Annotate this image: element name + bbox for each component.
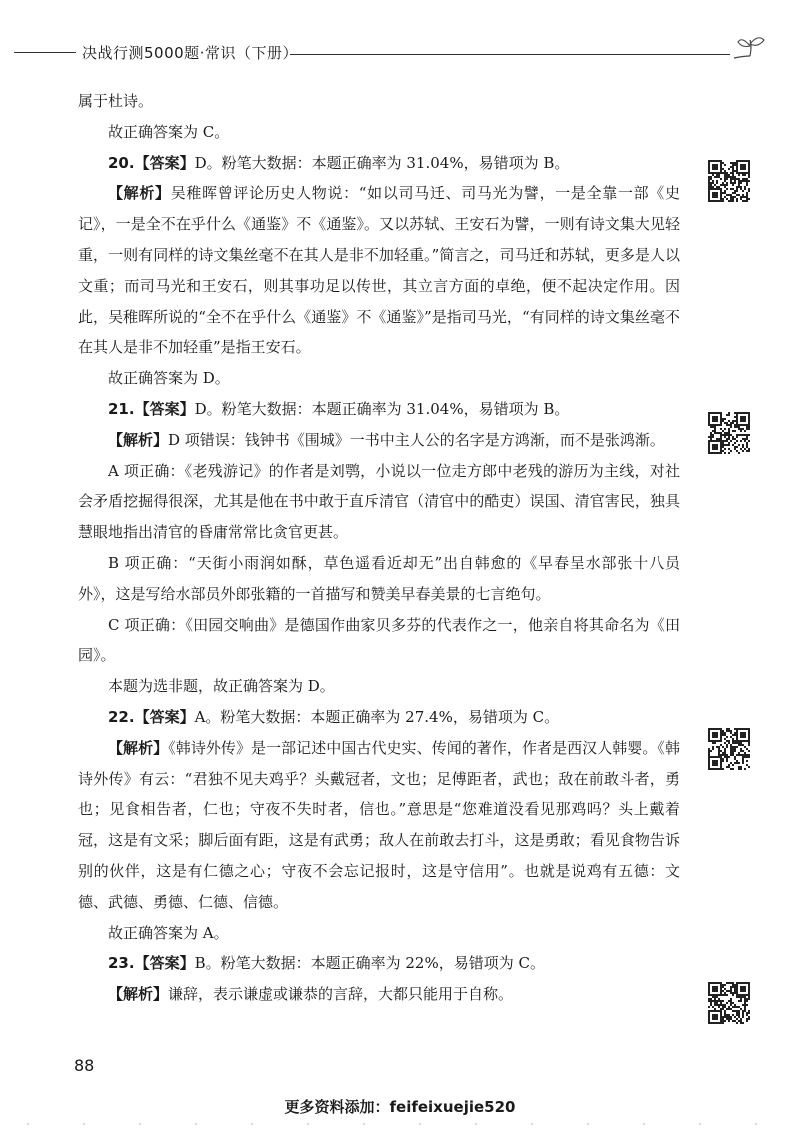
sprout-icon: [730, 34, 770, 64]
footer-contact-note: 更多资料添加：feifeixuejie520: [284, 1098, 516, 1116]
analysis-20: 【解析】吴稚晖曾评论历史人物说：“如以司马迁、司马光为譬，一是全靠一部《史记》，一是全不在乎什么《通鉴》不《通鉴》。又以苏轼、王安石为譬，一则有诗文集大见轻重，一则有同样的诗文集丝毫不在其人是非不加轻重。”简言之，司马迁和苏轼，更多是人以文重；而司马光和王安石，则其事功足以传世，其立言方面的卓绝，便不起决定作用。因此，吴稚晖所说的“全不在乎什么《通鉴》不《通鉴》”是指司马光，“有同样的诗文集丝毫不在其人是非不加轻重”是指王安石。: [78, 184, 680, 357]
paragraph: A 项正确：《老残游记》的作者是刘鹗，小说以一位走方郎中老残的游历为主线，对社会矛盾挖掘得很深，尤其是他在书中敢于直斥清官（清官中的酷吏）误国、清官害民，独具慧眼地指出清官的昏庸常常比贪官更甚。: [78, 461, 680, 542]
scan-artifact-dots: [0, 1122, 800, 1126]
qr-code-icon[interactable]: [707, 724, 751, 774]
answer-line-20: 20.【答案】D。粉笔大数据：本题正确率为 31.04%，易错项为 B。: [108, 153, 570, 172]
analysis-21: 【解析】D 项错误：钱钟书《围城》一书中主人公的名字是方鸿渐，而不是张鸿渐。: [108, 430, 665, 449]
running-header: [0, 40, 800, 68]
page-number: 88: [74, 1056, 95, 1075]
paragraph: 故正确答案为 C。: [108, 122, 230, 141]
qr-code-icon[interactable]: [707, 978, 751, 1028]
answer-line-23: 23.【答案】B。粉笔大数据：本题正确率为 22%，易错项为 C。: [108, 954, 545, 973]
qr-code-icon[interactable]: [707, 408, 751, 458]
analysis-22: 【解析】《韩诗外传》是一部记述中国古代史实、传闻的著作，作者是西汉人韩婴。《韩诗外传》有云：“君独不见夫鸡乎？头戴冠者，文也；足傅距者，武也；敌在前敢斗者，勇也；见食相告者，仁也；守夜不失时者，信也。”意思是“您难道没看见那鸡吗？头上戴着冠，这是有文采；脚后面有距，这是有武勇；敌人在前敢去打斗，这是勇敢；看见食物告诉别的伙伴，这是有仁德之心；守夜不会忘记报时，这是守信用”。也就是说鸡有五德：文德、武德、勇德、仁德、信德。: [78, 738, 680, 911]
paragraph: C 项正确：《田园交响曲》是德国作曲家贝多芬的代表作之一，他亲自将其命名为《田园》。: [78, 615, 680, 665]
answer-line-22: 22.【答案】A。粉笔大数据：本题正确率为 27.4%，易错项为 C。: [108, 707, 560, 726]
answer-explanations: [78, 86, 680, 1010]
paragraph: 属于杜诗。: [78, 92, 154, 110]
analysis-23: 【解析】谦辞，表示谦虚或谦恭的言辞，大都只能用于自称。: [108, 985, 514, 1004]
qr-code-icon[interactable]: [707, 156, 751, 206]
paragraph: 故正确答案为 A。: [108, 923, 229, 942]
header-rule-right: [290, 54, 730, 55]
paragraph: B 项正确：“天街小雨润如酥，草色遥看近却无”出自韩愈的《早春呈水部张十八员外》，这是写给水部员外郎张籍的一首描写和赞美早春美景的七言绝句。: [78, 553, 680, 603]
paragraph: 本题为选非题，故正确答案为 D。: [108, 677, 335, 696]
header-rule-left: [14, 52, 76, 53]
book-title: 决战行测5000题·常识（下册）: [82, 44, 298, 62]
paragraph: 故正确答案为 D。: [108, 369, 230, 388]
answer-line-21: 21.【答案】D。粉笔大数据：本题正确率为 31.04%，易错项为 B。: [108, 399, 570, 418]
